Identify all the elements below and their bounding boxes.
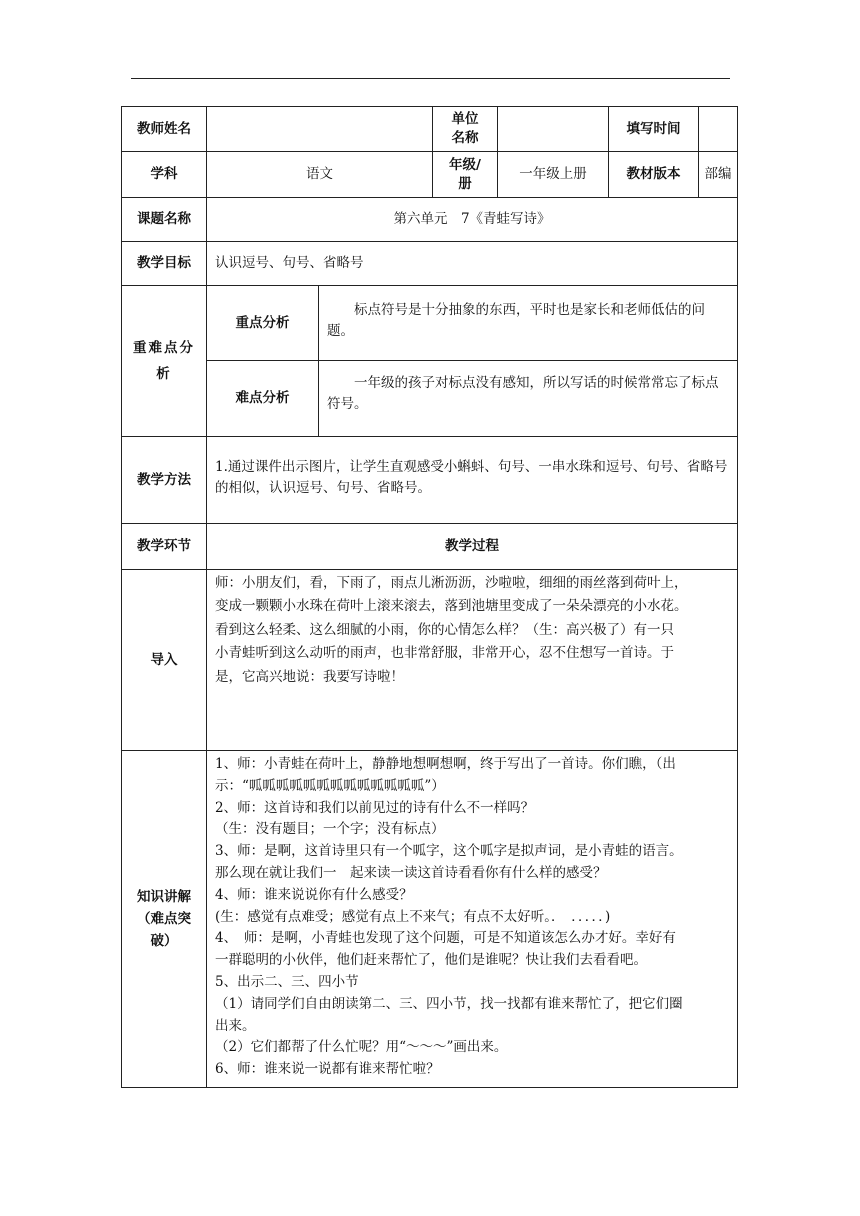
intro-line: 看到这么轻柔、这么细腻的小雨，你的心情怎么样？（生：高兴极了）有一只: [215, 621, 674, 638]
knowledge-line: 5、出示二、三、四小节: [215, 973, 359, 990]
hard-point-paragraph: 一年级的孩子对标点没有感知，所以写话的时候常常忘了标点符号。: [327, 375, 719, 412]
knowledge-line: （2）它们都帮了什么忙呢？用“～～～”画出来。: [215, 1039, 508, 1056]
subject-value: 语文: [206, 151, 433, 198]
fill-time-value: [698, 106, 738, 152]
intro-paragraph: [215, 572, 731, 689]
knowledge-line: 4、 师：是啊，小青蛙也发现了这个问题，可是不知道该怎么办才好。幸好有: [215, 930, 676, 947]
knowledge-label: [121, 750, 207, 1088]
method-text: [206, 436, 738, 524]
intro-text: [206, 569, 738, 751]
hard-point-label: 难点分析: [206, 360, 319, 437]
goal-value: 认识逗号、句号、省略号: [206, 241, 738, 286]
knowledge-line: （1）请同学们自由朗读第二、三、四小节，找一找都有谁来帮忙了，把它们圈: [215, 995, 683, 1012]
key-point-paragraph: 标点符号是十分抽象的东西，平时也是家长和老师低估的问题。: [327, 302, 705, 339]
intro-line: 师：小朋友们，看，下雨了，雨点儿淅沥沥，沙啦啦，细细的雨丝落到荷叶上，: [215, 575, 688, 591]
knowledge-label-text: 知识讲解（难点突破）: [137, 889, 191, 949]
lesson-plan-table: [121, 106, 738, 1088]
teacher-name-label: 教师姓名: [121, 106, 207, 152]
knowledge-line: 一群聪明的小伙伴，他们赶来帮忙了，他们是谁呢？快让我们去看看吧。: [215, 952, 647, 969]
knowledge-text: [206, 750, 738, 1088]
knowledge-line: 6、师：谁来说一说都有谁来帮忙啦？: [215, 1061, 440, 1078]
knowledge-line: 示：“呱呱呱呱呱呱呱呱呱呱呱呱呱”）: [215, 777, 445, 794]
grade-label-text: 年级/册: [449, 156, 481, 192]
topic-value: 第六单元 7《青蛙写诗》: [206, 197, 738, 242]
grade-value: 一年级上册: [497, 151, 609, 198]
knowledge-line: 3、师：是啊，这首诗里只有一个呱字，这个呱字是拟声词，是小青蛙的语言。: [215, 843, 683, 860]
knowledge-line: 2、师：这首诗和我们以前见过的诗有什么不一样吗？: [215, 799, 535, 816]
knowledge-line: 1、师：小青蛙在荷叶上，静静地想啊想啊，终于写出了一首诗。你们瞧，（出: [215, 756, 676, 772]
knowledge-paragraph: [215, 754, 731, 1081]
method-paragraph: 1.通过课件出示图片，让学生直观感受小蝌蚪、句号、一串水珠和逗号、句号、省略号的相似，认识逗号、句号、省略号。: [215, 459, 728, 496]
unit-label: [432, 106, 498, 152]
key-point-label: 重点分析: [206, 285, 319, 361]
teacher-name-value: [206, 106, 433, 152]
method-label: 教学方法: [121, 436, 207, 524]
intro-line: 是，它高兴地说：我要写诗啦！: [215, 668, 404, 685]
subject-label: 学科: [121, 151, 207, 198]
fill-time-label: 填写时间: [608, 106, 699, 152]
intro-label: 导入: [121, 569, 207, 751]
stage-header: 教学环节: [121, 523, 207, 570]
unit-label-text: 单位名称: [451, 111, 479, 146]
topic-label: 课题名称: [121, 197, 207, 242]
hard-point-text: [318, 360, 738, 437]
unit-value: [497, 106, 609, 152]
goal-label: 教学目标: [121, 241, 207, 286]
process-header: 教学过程: [206, 523, 738, 570]
knowledge-line: (生：感觉有点难受；感觉有点上不来气；有点不太好听。． ．．．．．): [215, 908, 611, 925]
knowledge-line: （生：没有题目；一个字；没有标点）: [215, 821, 445, 838]
header-rule: [131, 78, 730, 79]
intro-line: 变成一颗颗小水珠在荷叶上滚来滚去，落到池塘里变成了一朵朵漂亮的小水花。: [215, 598, 688, 615]
knowledge-line: 那么现在就让我们一 起来读一读这首诗看看你有什么样的感受？: [215, 864, 607, 881]
knowledge-line: 出来。: [215, 1017, 256, 1034]
difficulty-label-text: 重难点分析: [133, 340, 195, 382]
intro-line: 小青蛙听到这么动听的雨声，也非常舒服，非常开心，忍不住想写一首诗。于: [215, 645, 674, 662]
grade-label: [432, 151, 498, 198]
difficulty-label: [121, 285, 207, 437]
edition-label: 教材版本: [608, 151, 699, 198]
knowledge-line: 4、师：谁来说说你有什么感受？: [215, 886, 413, 903]
key-point-text: [318, 285, 738, 361]
edition-value: 部编: [698, 151, 738, 198]
